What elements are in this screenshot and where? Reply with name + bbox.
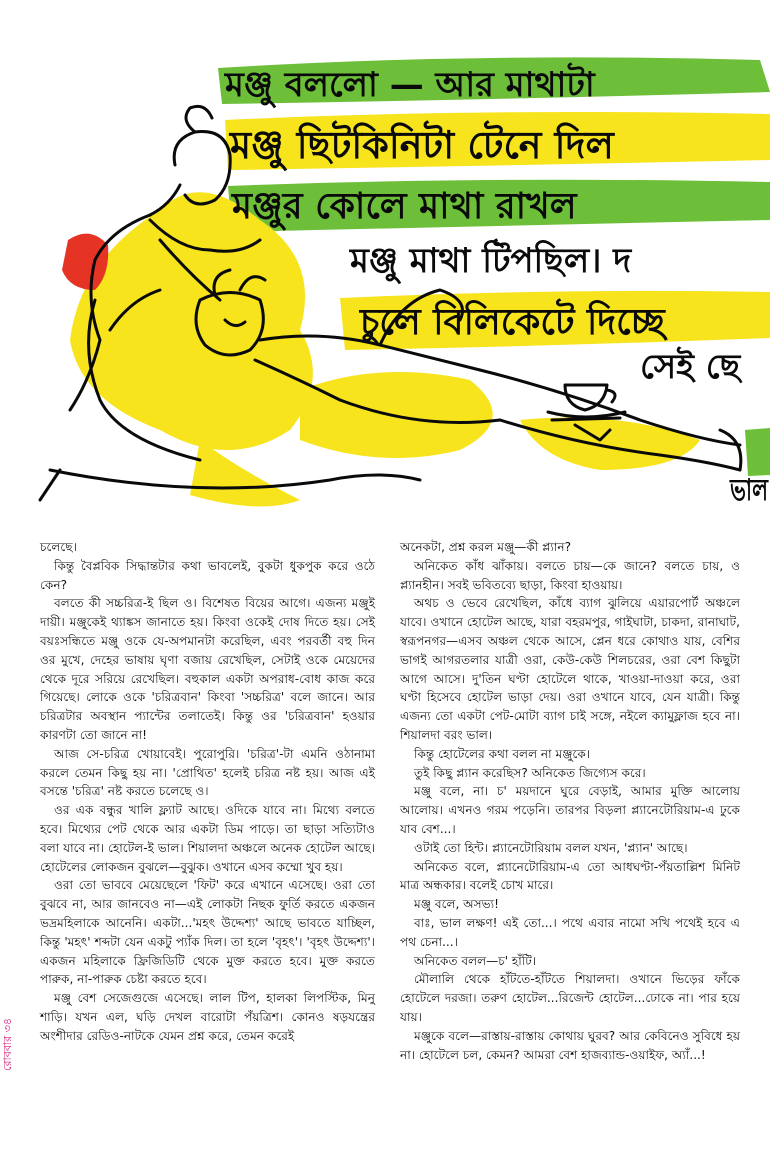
handwritten-line-2: মঞ্জু ছিটকিনিটা টেনে দিল bbox=[230, 123, 614, 167]
paragraph: ওরা তো ভাববে মেয়েছেলে 'ফিট' করে এখানে এসেছে। ওরা তো বুঝবে না, আর জানবেও না—এই লোকটা নিছক ফুর্তি করতে একজন ভদ্রমহিলাকে আনেনি। একটা...'মহৎ উদ্দেশ্য' আছে ভাবতে যাচ্ছিল, কিন্তু 'মহৎ' শব্দটা যেন একটু প্যাঁক দিল। তা হলে 'বৃহৎ'। 'বৃহৎ উদ্দেশ্য'। একজন মহিলাকে ফ্রিজিডিটি থেকে মুক্ত করতে হবে। মুক্ত করতে পারুক, না-পারুক চেষ্টা করতে হবে। bbox=[40, 878, 375, 987]
illustration bbox=[0, 0, 770, 520]
paragraph: মঞ্জুকে বলে—রাস্তায়-রাস্তায় কোথায় ঘুরব? আর কেবিনেও সুবিধে হয় না। হোটেলে চল, কেমন? আমরা বেশ হাজব্যান্ড-ওয়াইফ, অ্যাঁ...! bbox=[400, 1028, 740, 1062]
paragraph: মঞ্জু বলে, না। চ' ময়দানে ঘুরে বেড়াই, আমার মুক্তি আলোয় আলোয়। এখনও গরম পড়েনি। তারপর বিড়লা প্ল্যানেটোরিয়াম-এ ঢুকে যাব বেশ...। bbox=[400, 784, 740, 836]
paragraph: মঞ্জু বলে, অসভ্য! bbox=[414, 897, 500, 912]
paragraph: অনেকটা, প্রশ্ন করল মঞ্জু—কী প্ল্যান? bbox=[400, 540, 572, 554]
handwritten-line-1: মঞ্জু বললো — আর মাথাটা bbox=[225, 65, 595, 105]
paragraph: মৌলালি থেকে হাঁটতে-হাঁটতে শিয়ালদা। ওখানে ভিড়ের ফাঁকে হোটেলে দরজা। তরুণ হোটেল...রিজেন্ট হোটেল...ঢোকে না। পার হয়ে যায়। bbox=[400, 972, 740, 1024]
handwritten-line-5: চুলে বিলিকেটে দিচ্ছে bbox=[360, 302, 665, 343]
paragraph: বাঃ, ভাল লক্ষণ! এই তো...। পথে এবার নামো সখি পথেই হবে এ পথ চেনা...। bbox=[400, 915, 740, 949]
page-footer bbox=[0, 1000, 32, 1090]
paragraph: অনিকেত বলল—চ' হাঁটি। bbox=[414, 953, 537, 968]
paragraph: ওর এক বন্ধুর খালি ফ্ল্যাট আছে। ওদিকে যাবে না। মিথ্যে বলতে হবে। মিথ্যের পেট থেকে আর একটা ডিম পাড়ে। তা ছাড়া সত্যিটাও বলা যাবে না। হোটেল-ই ভাল। শিয়ালদা অঞ্চলে অনেক হোটেল আছে। হোটেলের লোকজন বুঝলে—বুঝুক। ওখানে এসব কম্মো খুব হয়। bbox=[40, 803, 375, 874]
paragraph: চলেছে। bbox=[40, 540, 77, 554]
paragraph: কিন্তু হোটেলের কথা বলল না মঞ্জুকে। bbox=[414, 746, 591, 761]
yellow-dress bbox=[70, 192, 700, 506]
left-column bbox=[40, 538, 375, 1046]
handwritten-line-4: মঞ্জু মাথা টিপছিল। দ bbox=[350, 241, 632, 281]
paragraph: আজ সে-চরিত্র খোয়াবেই। পুরোপুরি। 'চরিত্র'-টা এমনি ওঠানামা করলে তেমন কিছু হয় না। 'প্রোথিত' হলেই চরিত্র নষ্ট হয়। আজ এই বসন্তে 'চরিত্র' নষ্ট করতে চলেছে ও। bbox=[40, 746, 375, 799]
paragraph: অনিকেত বলে, প্ল্যানেটোরিয়াম-এ তো আধঘণ্টা-পঁয়তাল্লিশ মিনিট মাত্র অন্ধকার। বলেই চোখ মারে। bbox=[400, 859, 740, 893]
paragraph: অনিকেত কাঁধ ঝাঁকায়। বলতে চায়—কে জানে? বলতে চায়, ও প্ল্যানহীন। সবই ভবিতব্যে ছাড়া, কিংবা হাওয়ায়। bbox=[400, 558, 740, 592]
paragraph: অথচ ও ভেবে রেখেছিল, কাঁধে ব্যাগ ঝুলিয়ে এয়ারপোর্ট অঞ্চলে যাবে। ওখানে হোটেল আছে, যারা বহরমপুর, গাইঘাটা, চাকদা, রানাঘাট, স্বরূপনগর—এসব অঞ্চল থেকে আসে, প্লেন ধরে কোথাও যায়, বেশির ভাগই আগরতলার যাত্রী ওরা, কেউ-কেউ শিলচরের, ওরা বেশ কিছুটা আগে আসে। দু'তিন ঘণ্টা হোটেলে থাকে, খাওয়া-দাওয়া করে, ওরা ঘণ্টা হিসেবে হোটেল ভাড়া দেয়। ওরা ওখানে যাবে, যেন যাত্রী। কিন্তু এজন্য তো একটা পেট-মোটা ব্যাগ চাই সঙ্গে, নইলে ক্যামুফ্লাজ হবে না। শিয়ালদা বরং ভাল। bbox=[400, 596, 740, 742]
page-number: রোববার ৩৪ bbox=[0, 1018, 14, 1071]
paragraph: বলতে কী সচ্চরিত্র-ই ছিল ও। বিশেষত বিয়ের আগে। এজন্য মঞ্জুই দায়ী। মঞ্জুকেই থ্যাঙ্কস জানাতে হয়। কিংবা ওকেই দোষ দিতে হয়। সেই বয়ঃসন্ধিতে মঞ্জু ওকে যে-অপমানটা করেছিল, এবং পরবর্তী বহু দিন ওর মুখে, দেহের ভাষায় ঘৃণা বজায় রেখেছিল, সেটাই ওকে মেয়েদের থেকে দূরে সরিয়ে রেখেছিল। বহুকাল একটা অপরাধ-বোধ কাজ করে গিয়েছে। লোকে ওকে 'চরিত্রবান' কিংবা 'সচ্চরিত্র' বলে জানে। আর চরিত্রটার অবস্থান প্যান্টের তলাতেই। কিন্তু ওর 'চরিত্রবান' হওয়ার কারণটা তো জানে না! bbox=[40, 596, 375, 742]
handwritten-line-6: সেই ছে bbox=[640, 347, 741, 387]
green-stripe-3 bbox=[745, 428, 770, 476]
handwritten-line-7: ভাল bbox=[729, 473, 770, 508]
paragraph: কিন্তু বৈপ্লবিক সিদ্ধান্তটার কথা ভাবলেই, বুকটা ধুকপুক করে ওঠে কেন? bbox=[40, 558, 375, 592]
red-blouse bbox=[62, 234, 108, 290]
handwritten-line-3: মঞ্জুর কোলে মাথা রাখল bbox=[232, 186, 577, 227]
paragraph: ওটাই তো হিন্ট। প্ল্যানেটোরিয়াম বলল যখন, 'প্ল্যান' আছে। bbox=[414, 840, 688, 855]
paragraph: মঞ্জু বেশ সেজেগুজে এসেছে। লাল টিপ, হালকা লিপস্টিক, মিনু শাড়ি। যখন এল, ঘড়ি দেখল বারোটা পঁয়ত্রিশ। কোনও ষড়যন্ত্রের অংশীদার রেডিও-নাটকে যেমন প্রশ্ন করে, তেমন করেই bbox=[40, 991, 375, 1043]
paragraph: তুই কিছু প্ল্যান করেছিস? অনিকেত জিগ্যেস করে। bbox=[414, 765, 646, 780]
saucer bbox=[548, 412, 625, 417]
right-column bbox=[400, 538, 740, 1064]
